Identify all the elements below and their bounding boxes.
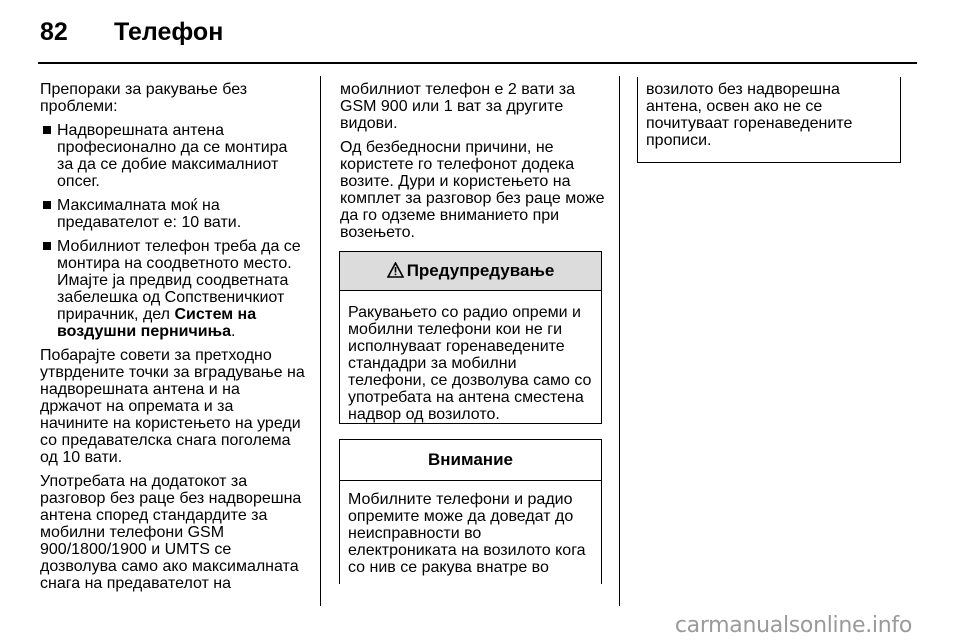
caution-continuation-text: возилото без надворешна антена, освен ако не се почитуваат горенаведените прописи.: [646, 81, 853, 149]
watermark: carmanualsonline.info: [674, 613, 912, 638]
warning-header: [340, 252, 601, 291]
page-title: Телефон: [114, 18, 224, 46]
list-item: [40, 238, 305, 340]
caution-box: [339, 439, 602, 584]
page-number: 82: [40, 18, 68, 46]
column-divider: [619, 76, 620, 606]
square-bullet-icon: [43, 242, 51, 250]
recommendation-list: [40, 122, 305, 340]
column-1: [40, 81, 305, 599]
list-item-text: Мобилниот телефон треба да се монтира на соодветното место. Имајте ја предвид соодветната забелешка од Сопственичкиот прирачник, дел: [57, 238, 301, 323]
column-2: [340, 81, 605, 248]
list-item: [40, 122, 305, 190]
warning-box: [339, 251, 602, 424]
paragraph: Побарајте совети за претходно утврдените точки за вградување на надворешната антена и на држачот на опремата и за начините на користењето на уреди со предавателска снага поголема од 10 вати.: [40, 347, 305, 466]
paragraph: Употребата на додатокот за разговор без раце без надворешна антена според стандардите за мобилни телефони GSM 900/1800/1900 и UMTS се дозволува само ако максималната снага на предавателот на: [40, 473, 302, 592]
section-reference: Систем на воздушни перничиња: [57, 306, 257, 340]
warning-triangle-icon: [387, 262, 404, 278]
list-item-text: Максималната моќ на предавателот е: 10 вати.: [57, 197, 242, 231]
square-bullet-icon: [43, 126, 51, 134]
column-divider: [320, 76, 321, 606]
paragraph: Од безбедносни причини, не користете го телефонот додека возите. Дури и користењето на комплет за разговор без раце може да го одземе вниманието при возењето.: [340, 139, 605, 241]
list-item: [40, 197, 305, 231]
warning-title: Предупредување: [406, 261, 555, 280]
list-item-end: .: [231, 323, 236, 340]
caution-title: Внимание: [340, 440, 601, 481]
warning-text: Ракувањето со радио опреми и мобилни телефони кои не ги исполнуваат горенаведените стандадри за мобилни телефони, се дозволува само со употребата на антена сместена надвор од возилото.: [348, 304, 592, 423]
list-item-text: Надворешната антена професионално да се монтира за да се добие максималниот опсег.: [57, 122, 288, 190]
caution-text: Мобилните телефони и радио опремите може да доведат до неисправности во електрониката на возилото кога со нив се ракува внатре во: [348, 491, 586, 576]
intro-text: Препораки за ракување без проблеми:: [40, 81, 248, 115]
header-divider: [38, 62, 917, 64]
caution-continuation-box: [637, 77, 901, 163]
paragraph: мобилниот телефон е 2 вати за GSM 900 или 1 ват за другите видови.: [340, 81, 576, 132]
page-header: [40, 14, 920, 62]
square-bullet-icon: [43, 201, 51, 209]
